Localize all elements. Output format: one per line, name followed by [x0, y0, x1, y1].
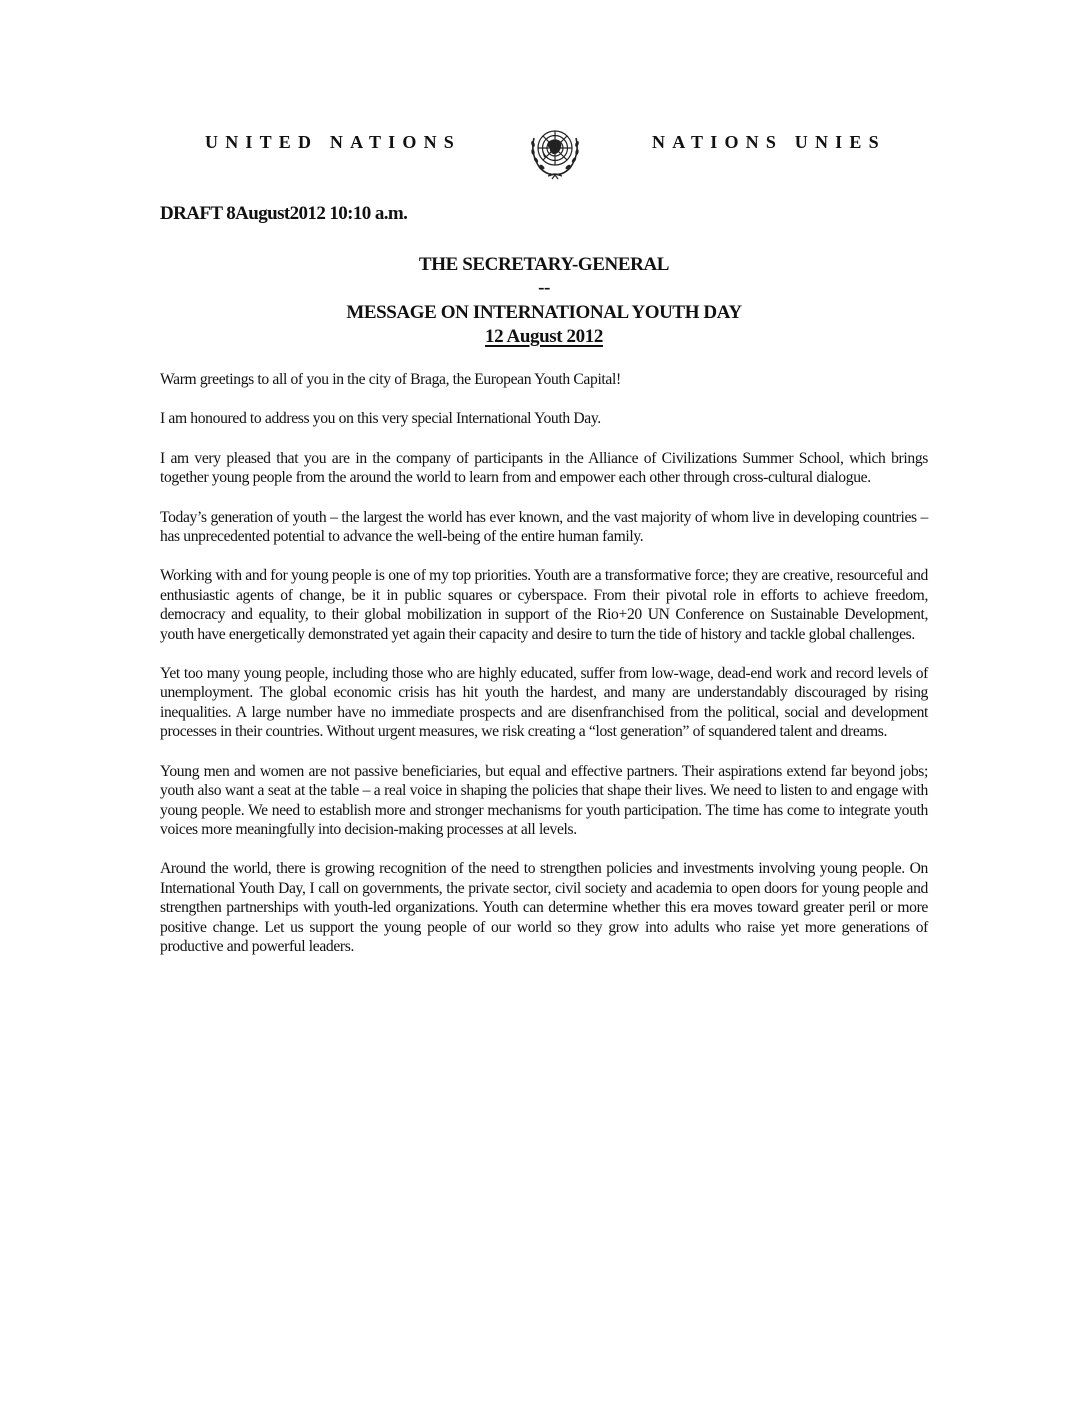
paragraph: Working with and for young people is one of my top priorities. Youth are a transformative force; they are creative, resourceful and enthusiastic agents of change, be it in public squares or cyberspace. From their pivotal role in efforts to achieve freedom, democracy and equality, to their global mobilization in support of the Rio+20 UN Conference on Sustainable Development, youth have energetically demonstrated yet again their capacity and desire to turn the tide of history and tackle global challenges.: [160, 567, 928, 643]
paragraph: I am very pleased that you are in the company of participants in the Alliance of Civilizations Summer School, which brings together young people from the around the world to learn from and empower each other through cross-cultural dialogue.: [160, 449, 928, 487]
title-block: [0, 253, 1088, 349]
paragraph: Yet too many young people, including those who are highly educated, suffer from low-wage, dead-end work and record levels of unemployment. The global economic crisis has hit youth the hardest, and many are understandably discouraged by rising inequalities. A large number have no immediate prospects and are disenfranchised from the political, social and development processes in their countries. Without urgent measures, we risk creating a “lost generation” of squandered talent and dreams.: [160, 665, 928, 741]
title-separator: --: [538, 277, 550, 298]
message-body: [160, 370, 928, 976]
un-emblem-icon: [522, 124, 588, 184]
paragraph: Young men and women are not passive beneficiaries, but equal and effective partners. Their aspirations extend far beyond jobs; youth also want a seat at the table – a real voice in shaping the policies that shape their lives. We need to listen to and engage with young people. We need to establish more and stronger mechanisms for youth participation. The time has come to integrate youth voices more meaningfully into decision-making processes at all levels.: [160, 762, 928, 838]
org-name-english: UNITED NATIONS: [205, 132, 461, 152]
paragraph: Warm greetings to all of you in the city of Braga, the European Youth Capital!: [160, 371, 621, 388]
draft-stamp: DRAFT 8August2012 10:10 a.m.: [160, 203, 408, 224]
paragraph: I am honoured to address you on this very special International Youth Day.: [160, 410, 601, 428]
org-name-french: NATIONS UNIES: [652, 132, 886, 152]
paragraph: Around the world, there is growing recognition of the need to strengthen policies and investments involving young people. On International Youth Day, I call on governments, the private sector, civil society and academia to open doors for young people and strengthen partnerships with youth-led organizations. Youth can determine whether this era moves toward greater peril or more positive change. Let us support the young people of our world so they grow into adults who raise yet more generations of productive and powerful leaders.: [160, 860, 928, 955]
letterhead: [0, 130, 1088, 190]
message-subject: MESSAGE ON INTERNATIONAL YOUTH DAY: [346, 302, 742, 323]
office-title: THE SECRETARY-GENERAL: [418, 254, 670, 275]
paragraph: Today’s generation of youth – the largest the world has ever known, and the vast majority of whom live in developing countries – has unprecedented potential to advance the well-being of the entire human family.: [160, 508, 928, 546]
message-date: 12 August 2012: [485, 326, 603, 347]
